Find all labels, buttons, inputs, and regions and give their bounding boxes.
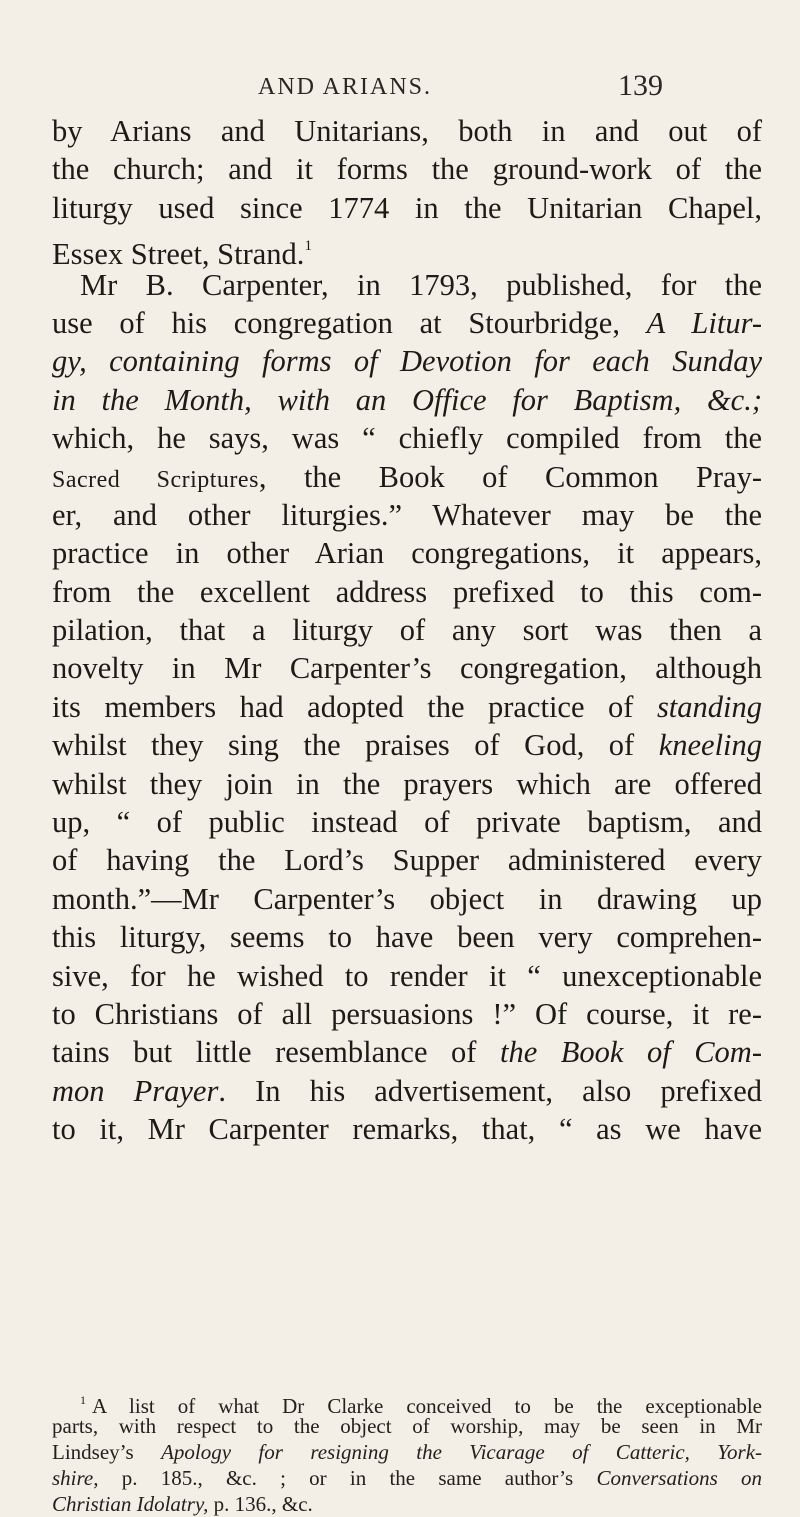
text-line: [52, 1033, 762, 1071]
text-segment: A list of what Dr Clarke conceived to be the exceptionable: [92, 1394, 762, 1418]
text-line: to Christians of all persuasions !” Of course, it re-: [52, 996, 762, 1031]
footnote: [52, 1387, 762, 1517]
footnote-line: parts, with respect to the object of worship, may be seen in Mr: [52, 1414, 762, 1438]
text-segment: Lindsey’s: [52, 1440, 134, 1464]
text-line: Mr B. Carpenter, in 1793, published, for the: [80, 267, 762, 302]
text-segment: its members had adopted the practice of: [52, 689, 634, 724]
text-segment: . In his advertisement, also prefixed: [218, 1073, 762, 1108]
text-line: the church; and it forms the ground-work of the: [52, 152, 762, 187]
italic-word: standing: [656, 689, 763, 724]
footnote-line: [52, 1491, 762, 1517]
italic-title: A Litur-: [646, 305, 762, 340]
text-segment: whilst they sing the praises of God, of: [52, 728, 635, 763]
running-head: AND ARIANS.: [258, 74, 433, 100]
text-line: to it, Mr Carpenter remarks, that, “ as we have: [52, 1112, 762, 1147]
footnote-mark: 1: [80, 1393, 86, 1407]
text-line: er, and other liturgies.” Whatever may be the: [52, 497, 762, 532]
text-line: liturgy used since 1774 in the Unitarian Chapel,: [52, 190, 762, 225]
text-segment: Essex Street, Strand.: [52, 237, 305, 272]
text-segment: , the Book of Common Pray-: [258, 459, 762, 494]
text-line: [52, 227, 762, 272]
text-line: [52, 381, 762, 419]
text-line: whilst they join in the prayers which are offered: [52, 766, 762, 801]
text-line: by Arians and Unitarians, both in and out of: [52, 114, 762, 148]
page-number: 139: [618, 69, 663, 102]
italic-title: Christian Idolatry,: [52, 1492, 209, 1516]
text-line: month.”—Mr Carpenter’s object in drawing up: [52, 881, 762, 916]
text-line: sive, for he wished to render it “ unexceptionable: [52, 958, 762, 993]
text-segment: use of his congregation at Stourbridge,: [52, 305, 620, 340]
text-line: [52, 304, 762, 342]
text-line: from the excellent address prefixed to this com-: [52, 574, 762, 609]
footnote-line: [52, 1387, 762, 1418]
text-line: pilation, that a liturgy of any sort was then a: [52, 613, 762, 648]
body-text: [52, 112, 762, 1149]
text-line: [52, 726, 762, 764]
italic-title: Apology for resigning the Vicarage of Catteric, York-: [161, 1440, 763, 1464]
text-line: [52, 342, 762, 380]
footnote-line: [52, 1465, 762, 1491]
italic-title: shire,: [52, 1466, 99, 1490]
text-line: [52, 458, 762, 496]
italic-title: Conversations on: [596, 1466, 763, 1490]
italic-title: the Book of Com-: [499, 1035, 762, 1070]
text-line: of having the Lord’s Supper administered every: [52, 843, 762, 878]
text-line: this liturgy, seems to have been very comprehen-: [52, 920, 762, 955]
footnote-line: [52, 1439, 762, 1465]
small-caps-text: Sacred Scriptures: [52, 466, 259, 493]
footnote-reference: 1: [304, 238, 312, 255]
text-segment: p. 136., &c.: [213, 1492, 313, 1516]
italic-word: kneeling: [658, 728, 763, 763]
text-line: [52, 688, 762, 726]
italic-title: mon Prayer: [52, 1073, 219, 1108]
text-line: which, he says, was “ chiefly compiled from the: [52, 421, 762, 456]
text-line: practice in other Arian congregations, it appears,: [52, 536, 762, 571]
text-line: [52, 1072, 762, 1110]
text-line: up, “ of public instead of private baptism, and: [52, 805, 762, 840]
italic-title: in the Month, with an Office for Baptism, &c.;: [52, 382, 762, 417]
italic-title: gy, containing forms of Devotion for each Sunday: [52, 344, 762, 379]
text-segment: p. 185., &c. ; or in the same author’s: [121, 1466, 574, 1490]
text-segment: tains but little resemblance of: [52, 1035, 477, 1070]
text-line: novelty in Mr Carpenter’s congregation, although: [52, 651, 762, 686]
